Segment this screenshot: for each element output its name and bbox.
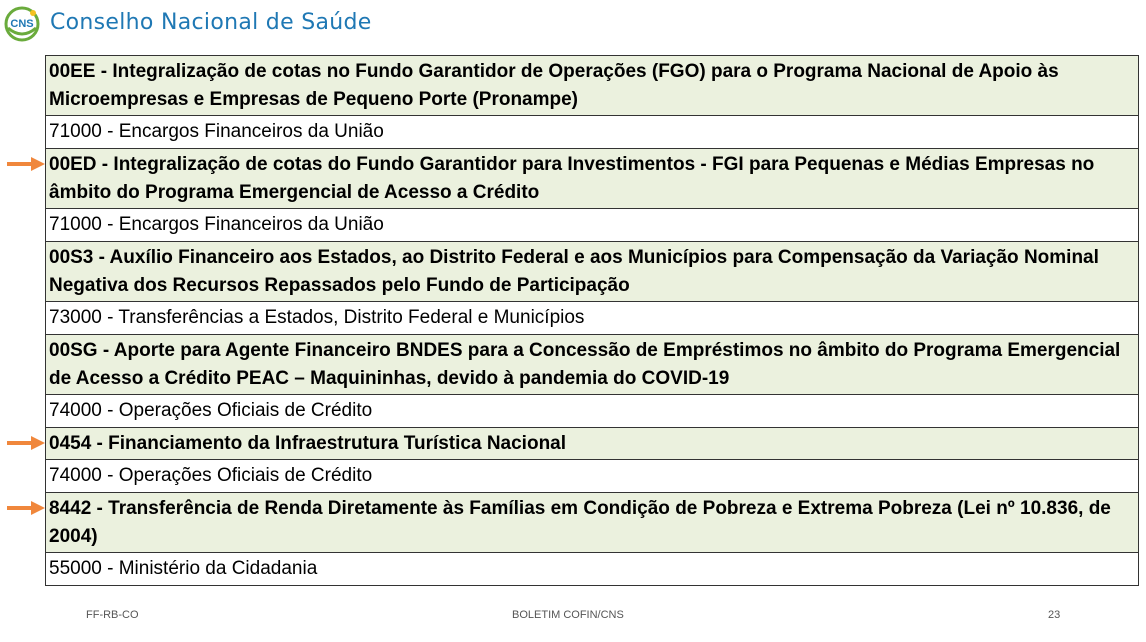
budget-action-row: 8442 - Transferência de Renda Diretamente às Famílias em Condição de Pobreza e Extrema Pobreza (Lei nº 10.836, de 2004) (46, 492, 1138, 552)
budget-action-row: 00SG - Aporte para Agente Financeiro BNDES para a Concessão de Empréstimos no âmbito do Programa Emergencial de Acesso a Crédito PEAC – Maquininhas, devido à pandemia do COVID-19 (46, 334, 1138, 394)
budget-unit-row: 74000 - Operações Oficiais de Crédito (46, 394, 1138, 427)
budget-actions-table (45, 55, 1139, 586)
orange-arrow-icon (7, 157, 45, 171)
logo-text: CNS (10, 18, 34, 30)
page-header (0, 0, 1146, 50)
budget-action-row: 00S3 - Auxílio Financeiro aos Estados, ao Distrito Federal e aos Municípios para Compensação da Variação Nominal Negativa dos Recursos Repassados pelo Fundo de Participação (46, 241, 1138, 301)
org-title: Conselho Nacional de Saúde (50, 10, 372, 35)
budget-action-row: 00ED - Integralização de cotas do Fundo Garantidor para Investimentos - FGI para Pequenas e Médias Empresas no âmbito do Programa Emergencial de Acesso a Crédito (46, 148, 1138, 208)
budget-unit-row: 55000 - Ministério da Cidadania (46, 552, 1138, 585)
footer-center-text: BOLETIM COFIN/CNS (512, 609, 624, 621)
budget-action-row: 00EE - Integralização de cotas no Fundo Garantidor de Operações (FGO) para o Programa Nacional de Apoio às Microempresas e Empresas de Pequeno Porte (Pronampe) (46, 56, 1138, 115)
budget-unit-row: 71000 - Encargos Financeiros da União (46, 115, 1138, 148)
orange-arrow-icon (7, 436, 45, 450)
footer-left-text: FF-RB-CO (86, 609, 139, 621)
cns-logo-icon (4, 6, 40, 42)
budget-unit-row: 71000 - Encargos Financeiros da União (46, 208, 1138, 241)
page-number: 23 (1048, 609, 1061, 621)
budget-unit-row: 73000 - Transferências a Estados, Distrito Federal e Municípios (46, 301, 1138, 334)
budget-action-row: 0454 - Financiamento da Infraestrutura Turística Nacional (46, 427, 1138, 459)
orange-arrow-icon (7, 501, 45, 515)
budget-unit-row: 74000 - Operações Oficiais de Crédito (46, 459, 1138, 492)
